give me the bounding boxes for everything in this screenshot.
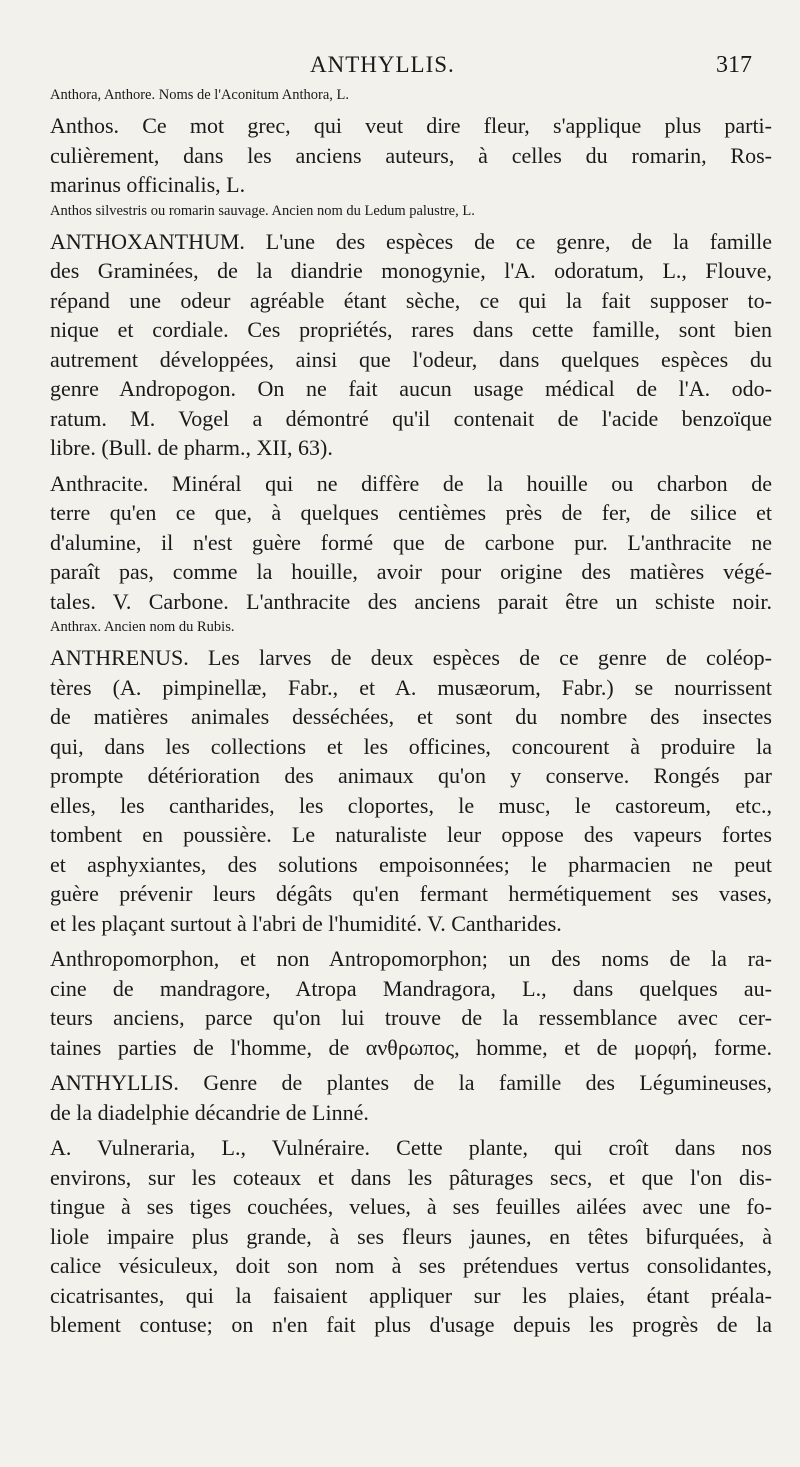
text-line: Anthracite. Minéral qui ne diffère de la houille ou charbon de: [50, 470, 772, 496]
text-line: qui, dans les collections et les officines, concourent à produire la: [50, 733, 772, 759]
text-line: guère prévenir leurs dégâts qu'en fermant hermétiquement ses vases,: [50, 881, 772, 906]
text-line: paraît pas, comme la houille, avoir pour origine des matières végé-: [50, 559, 772, 584]
text-line: calice vésiculeux, doit son nom à ses prétendues vertus consolidantes,: [50, 1253, 772, 1278]
text-line: Anthrax. Ancien nom du Rubis.: [50, 619, 235, 635]
dictionary-text: [50, 84, 772, 1340]
text-line: libre. (Bull. de pharm., XII, 63).: [50, 435, 333, 460]
text-line: cine de mandragore, Atropa Mandragora, L., dans quelques au-: [50, 975, 772, 1001]
text-line: A. Vulneraria, L., Vulnéraire. Cette plante, qui croît dans nos: [50, 1135, 772, 1160]
text-line: nique et cordiale. Ces propriétés, rares dans cette famille, sont bien: [50, 317, 772, 342]
text-line: de matières animales desséchées, et sont du nombre des insectes: [50, 704, 772, 729]
text-line: répand une odeur agréable étant sèche, ce qui la fait supposer to-: [50, 287, 772, 313]
text-line: blement contuse; on n'en fait plus d'usage depuis les progrès de la: [50, 1312, 772, 1337]
text-line: taines parties de l'homme, de ανθρωπος, homme, et de μορφή, forme.: [50, 1034, 772, 1060]
text-line: ANTHOXANTHUM. L'une des espèces de ce genre, de la famille: [50, 228, 772, 254]
text-line: Anthos silvestris ou romarin sauvage. Ancien nom du Ledum palustre, L.: [50, 202, 475, 219]
text-line: Anthora, Anthore. Noms de l'Aconitum Anthora, L.: [50, 87, 350, 103]
text-line: et les plaçant surtout à l'abri de l'humidité. V. Cantharides.: [50, 910, 562, 936]
text-line: cicatrisantes, qui la faisaient appliquer sur les plaies, étant préala-: [50, 1282, 772, 1308]
text-line: prompte détérioration des animaux qu'on y conserve. Rongés par: [50, 763, 772, 788]
text-line: tingue à ses tiges couchées, velues, à ses feuilles ailées avec une fo-: [50, 1194, 772, 1219]
text-line: marinus officinalis, L.: [50, 172, 246, 197]
text-line: culièrement, dans les anciens auteurs, à celles du romarin, Ros-: [50, 142, 772, 168]
text-line: tombent en poussière. Le naturaliste leur oppose des vapeurs fortes: [50, 822, 772, 847]
text-line: tales. V. Carbone. L'anthracite des anciens parait être un schiste noir.: [50, 588, 772, 614]
text-line: ANTHYLLIS. Genre de plantes de la famille des Légumineuses,: [50, 1070, 772, 1095]
text-line: terre qu'en ce que, à quelques centièmes près de fer, de silice et: [50, 500, 772, 525]
page-number: 317: [716, 52, 752, 78]
text-line: genre Andropogon. On ne fait aucun usage médical de l'A. odo-: [50, 376, 772, 401]
text-line: liole impaire plus grande, à ses fleurs jaunes, en têtes bifurquées, à: [50, 1223, 772, 1249]
text-line: des Graminées, de la diandrie monogynie, l'A. odoratum, L., Flouve,: [50, 258, 772, 283]
text-line: environs, sur les coteaux et dans les pâturages secs, et que l'on dis-: [50, 1164, 772, 1190]
text-line: tères (A. pimpinellæ, Fabr., et A. musæorum, Fabr.) se nourrissent: [50, 674, 772, 700]
text-line: d'alumine, il n'est guère formé que de carbone pur. L'anthracite ne: [50, 529, 772, 555]
running-head: [0, 52, 800, 86]
running-head-title: ANTHYLLIS.: [310, 52, 455, 77]
text-line: autrement développées, ainsi que l'odeur, dans quelques espèces du: [50, 346, 772, 372]
text-line: et asphyxiantes, des solutions empoisonnées; le pharmacien ne peut: [50, 851, 772, 877]
text-line: ANTHRENUS. Les larves de deux espèces de ce genre de coléop-: [50, 645, 772, 670]
text-line: Anthos. Ce mot grec, qui veut dire fleur, s'applique plus parti-: [50, 113, 772, 138]
text-line: de la diadelphie décandrie de Linné.: [50, 1099, 369, 1125]
text-line: Anthropomorphon, et non Antropomorphon; un des noms de la ra-: [50, 946, 772, 971]
text-line: ratum. M. Vogel a démontré qu'il contenait de l'acide benzoïque: [50, 405, 772, 431]
text-line: elles, les cantharides, les cloportes, le musc, le castoreum, etc.,: [50, 792, 772, 818]
text-line: teurs anciens, parce qu'on lui trouve de la ressemblance avec cer-: [50, 1005, 772, 1030]
